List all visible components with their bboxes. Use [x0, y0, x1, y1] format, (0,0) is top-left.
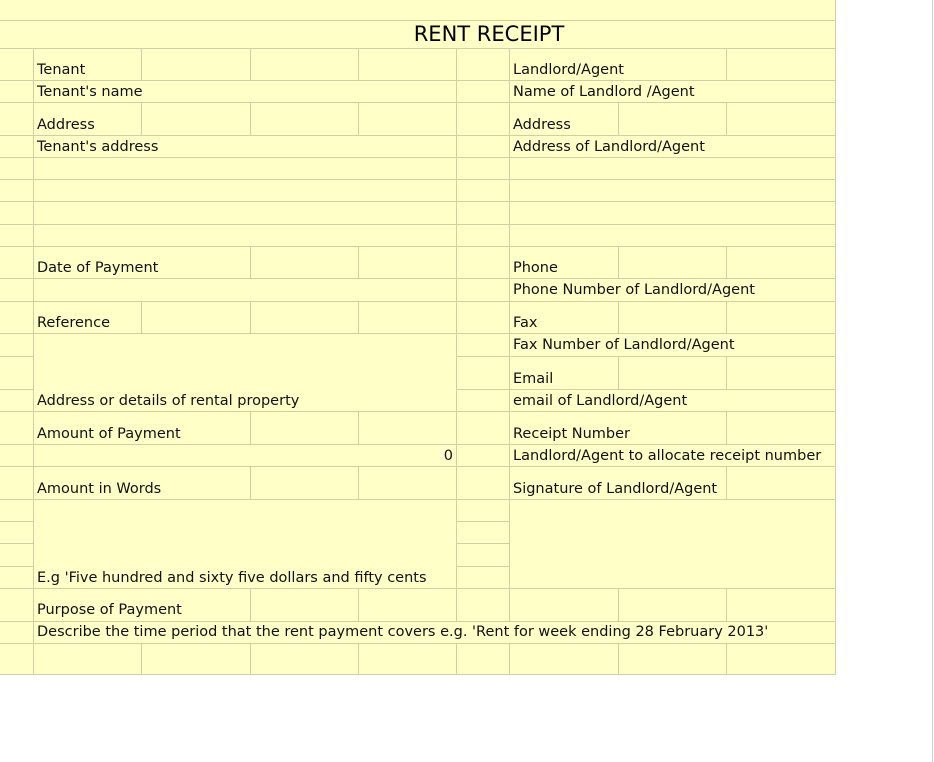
cell[interactable]: [251, 49, 359, 81]
landlord-address-hint: Address of Landlord/Agent: [513, 139, 705, 155]
cell[interactable]: [727, 644, 836, 675]
cell[interactable]: [0, 390, 34, 412]
cell[interactable]: [457, 544, 510, 567]
cell[interactable]: [727, 467, 836, 500]
cell[interactable]: [142, 49, 251, 81]
landlord-address-label: Address: [513, 117, 571, 133]
landlord-address-line[interactable]: [510, 180, 836, 202]
cell[interactable]: [457, 49, 510, 81]
amount-value: 0: [443, 448, 453, 464]
cell[interactable]: [0, 103, 34, 136]
receipt-number-label: Receipt Number: [513, 426, 631, 442]
cell[interactable]: [251, 467, 359, 500]
email-hint: email of Landlord/Agent: [513, 393, 688, 409]
cell[interactable]: [359, 247, 457, 279]
cell[interactable]: [727, 49, 836, 81]
cell[interactable]: [0, 158, 34, 180]
cell[interactable]: [457, 202, 510, 225]
landlord-address-line[interactable]: [510, 202, 836, 225]
receipt-number-hint: Landlord/Agent to allocate receipt number: [513, 448, 822, 464]
words-hint: E.g 'Five hundred and sixty five dollars and fifty cents: [37, 570, 427, 586]
tenant-label: Tenant: [37, 62, 86, 78]
landlord-address-line[interactable]: [510, 158, 836, 180]
words-label: Amount in Words: [37, 481, 162, 497]
cell[interactable]: [0, 412, 34, 445]
cell[interactable]: [0, 622, 34, 644]
cell[interactable]: [251, 412, 359, 445]
page-title: RENT RECEIPT: [413, 22, 565, 46]
cell[interactable]: [0, 136, 34, 158]
cell[interactable]: [457, 103, 510, 136]
cell[interactable]: [457, 445, 510, 467]
email-label: Email: [513, 371, 554, 387]
reference-label: Reference: [37, 315, 111, 331]
cell[interactable]: [727, 357, 836, 390]
cell[interactable]: [251, 103, 359, 136]
cell[interactable]: [0, 589, 34, 622]
signature-field[interactable]: [510, 500, 836, 589]
cell[interactable]: [142, 103, 251, 136]
cell[interactable]: [457, 81, 510, 103]
cell[interactable]: [457, 467, 510, 500]
tenant-name-hint: Tenant's name: [37, 84, 143, 100]
cell[interactable]: [0, 644, 34, 675]
cell[interactable]: [34, 644, 142, 675]
cell[interactable]: [457, 158, 510, 180]
cell[interactable]: [0, 445, 34, 467]
tenant-address-line[interactable]: [34, 158, 457, 180]
tenant-address-line[interactable]: [34, 202, 457, 225]
cell[interactable]: [359, 644, 457, 675]
cell[interactable]: [457, 180, 510, 202]
cell[interactable]: [619, 644, 727, 675]
cell[interactable]: [619, 103, 727, 136]
cell[interactable]: [457, 247, 510, 279]
cell[interactable]: [0, 81, 34, 103]
cell[interactable]: [359, 467, 457, 500]
cell[interactable]: [251, 247, 359, 279]
cell[interactable]: [727, 103, 836, 136]
rental-property-hint: Address or details of rental property: [37, 393, 300, 409]
cell[interactable]: [142, 302, 251, 334]
fax-label: Fax: [513, 315, 538, 331]
landlord-name-hint: Name of Landlord /Agent: [513, 84, 695, 100]
cell[interactable]: [510, 644, 619, 675]
cell[interactable]: [0, 357, 34, 390]
cell[interactable]: [0, 544, 34, 567]
cell[interactable]: [457, 500, 510, 522]
cell[interactable]: [0, 202, 34, 225]
tenant-address-hint: Tenant's address: [37, 139, 159, 155]
window-edge: [932, 0, 933, 762]
cell[interactable]: [251, 644, 359, 675]
cell[interactable]: [457, 279, 510, 302]
tenant-address-line[interactable]: [34, 180, 457, 202]
cell[interactable]: [619, 247, 727, 279]
blank-area: [836, 0, 934, 762]
cell[interactable]: [619, 589, 727, 622]
cell[interactable]: [0, 302, 34, 334]
cell[interactable]: [359, 302, 457, 334]
cell[interactable]: [251, 589, 359, 622]
cell[interactable]: [0, 467, 34, 500]
cell[interactable]: [359, 103, 457, 136]
cell[interactable]: [0, 500, 34, 522]
cell[interactable]: [457, 390, 510, 412]
cell[interactable]: [359, 589, 457, 622]
cell[interactable]: [619, 357, 727, 390]
cell[interactable]: [359, 49, 457, 81]
cell[interactable]: [359, 412, 457, 445]
cell[interactable]: [0, 225, 34, 247]
cell[interactable]: [0, 334, 34, 357]
cell[interactable]: [457, 136, 510, 158]
cell[interactable]: [142, 644, 251, 675]
cell[interactable]: [457, 567, 510, 589]
phone-label: Phone: [513, 260, 558, 276]
landlord-address-line[interactable]: [510, 225, 836, 247]
cell[interactable]: [457, 334, 510, 357]
phone-hint: Phone Number of Landlord/Agent: [513, 282, 755, 298]
cell[interactable]: [457, 225, 510, 247]
cell[interactable]: [457, 589, 510, 622]
landlord-label: Landlord/Agent: [513, 62, 624, 78]
cell[interactable]: [0, 247, 34, 279]
date-of-payment-field[interactable]: [34, 279, 457, 302]
cell[interactable]: [727, 302, 836, 334]
cell[interactable]: [0, 279, 34, 302]
cell[interactable]: [727, 247, 836, 279]
cell[interactable]: [727, 589, 836, 622]
purpose-label: Purpose of Payment: [37, 602, 182, 618]
cell[interactable]: [0, 0, 836, 21]
tenant-address-label: Address: [37, 117, 95, 133]
cell[interactable]: [0, 567, 34, 589]
cell[interactable]: [510, 589, 619, 622]
cell[interactable]: [727, 412, 836, 445]
amount-label: Amount of Payment: [37, 426, 181, 442]
cell[interactable]: [457, 522, 510, 544]
cell[interactable]: [251, 302, 359, 334]
cell[interactable]: [0, 522, 34, 544]
cell[interactable]: [0, 180, 34, 202]
purpose-hint: Describe the time period that the rent payment covers e.g. 'Rent for week ending 28 February 2013': [37, 624, 769, 640]
cell[interactable]: [457, 302, 510, 334]
cell[interactable]: [457, 644, 510, 675]
fax-hint: Fax Number of Landlord/Agent: [513, 337, 735, 353]
signature-label: Signature of Landlord/Agent: [513, 481, 718, 497]
tenant-address-line[interactable]: [34, 225, 457, 247]
cell[interactable]: [619, 302, 727, 334]
date-of-payment-label: Date of Payment: [37, 260, 159, 276]
cell[interactable]: [457, 412, 510, 445]
cell[interactable]: [457, 357, 510, 390]
cell[interactable]: [0, 49, 34, 81]
